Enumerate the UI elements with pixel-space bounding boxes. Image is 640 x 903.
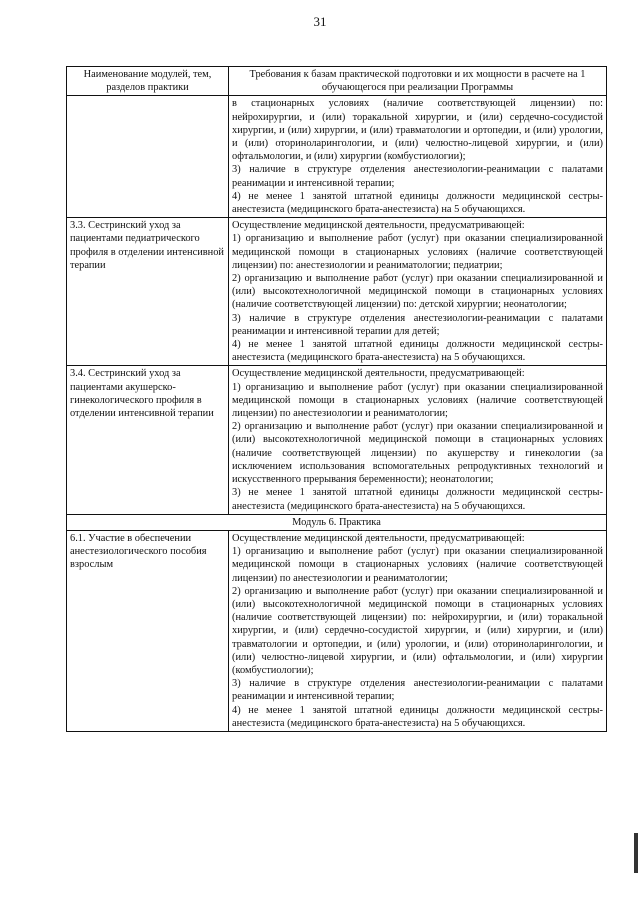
scan-edge-mark xyxy=(634,833,638,873)
requirement-item: 4) не менее 1 занятой штатной единицы должности медицинской сестры-анестезиста (медицинского брата-анестезиста) на 5 обучающихся. xyxy=(232,704,603,729)
requirement-item: 2) организацию и выполнение работ (услуг) при оказании специализированной и (или) высокотехнологичной медицинской помощи в стационарных условиях (наличие соответствующей лицензии) по: нейрохирургии, и (или) торакальной хирургии, и (или) сердечно-сосудистой хирургии, и (или) хирургии, и (или) травматологии и ортопедии, и (или) урологии, и (или) оториноларингологии, и (или) челюстно-лицевой хирургии, и (или) офтальмологии, и (или) хирургии (комбустиологии); xyxy=(232,585,603,676)
requirement-item: 3) не менее 1 занятой штатной единицы должности медицинской сестры-анестезиста (медицинского брата-анестезиста) на 5 обучающихся. xyxy=(232,487,603,512)
requirement-item: 2) организацию и выполнение работ (услуг) при оказании специализированной и (или) высокотехнологичной медицинской помощи в стационарных условиях (наличие соответствующей лицензии) по акушерству и гинекологии (за исключением использования вспомогательных репродуктивных технологий и искусственного прерывания беременности); неонатологии; xyxy=(232,421,603,486)
requirement-item: Осуществление медицинской деятельности, предусматривающей: xyxy=(232,532,525,544)
row-name: 6.1. Участие в обеспечении анестезиологического пособия взрослым xyxy=(67,530,229,731)
module-header-row xyxy=(67,514,607,530)
row-requirements xyxy=(229,218,607,366)
requirement-item: 2) организацию и выполнение работ (услуг) при оказании специализированной и (или) высокотехнологичной медицинской помощи в стационарных условиях (наличие соответствующей лицензии) по: детской хирургии; неонатологии; xyxy=(232,273,603,311)
requirements-table xyxy=(66,66,607,732)
requirement-item: 1) организацию и выполнение работ (услуг) при оказании специализированной медицинской помощи в стационарных условиях (наличие соответствующей лицензии) по анестезиологии и реаниматологии; xyxy=(232,381,603,420)
module-header: Модуль 6. Практика xyxy=(67,514,607,530)
requirement-item: 4) не менее 1 занятой штатной единицы должности медицинской сестры-анестезиста (медицинского брата-анестезиста) на 5 обучающихся. xyxy=(232,339,603,364)
requirement-item: 3) наличие в структуре отделения анестезиологии-реанимации с палатами реанимации и интенсивной терапии для детей; xyxy=(232,312,603,337)
requirement-item: 4) не менее 1 занятой штатной единицы должности медицинской сестры-анестезиста (медицинского брата-анестезиста) на 5 обучающихся. xyxy=(232,190,603,216)
table-row xyxy=(67,218,607,366)
row-requirements xyxy=(229,530,607,731)
requirement-item: 1) организацию и выполнение работ (услуг) при оказании специализированной медицинской помощи в стационарных условиях (наличие соответствующей лицензии) по: анестезиологии и реаниматологии; педиатрии; xyxy=(232,233,603,271)
row-requirements xyxy=(229,96,607,218)
requirement-item: Осуществление медицинской деятельности, предусматривающей: xyxy=(232,220,525,232)
requirement-item: 3) наличие в структуре отделения анестезиологии-реанимации с палатами реанимации и интенсивной терапии; xyxy=(232,164,603,189)
requirement-item: в стационарных условиях (наличие соответствующей лицензии) по: нейрохирургии, и (или) торакальной хирургии, и (или) сердечно-сосудистой хирургии, и (или) хирургии, и (или) травматологии и ортопедии, и (или) урологии, и (или) оториноларингологии, и (или) челюстно-лицевой хирургии, и (или) офтальмологии, и (или) хирургии (комбустиологии); xyxy=(232,98,603,163)
header-module-name: Наименование модулей, тем, разделов практики xyxy=(67,67,229,96)
table-header-row xyxy=(67,67,607,96)
header-requirements: Требования к базам практической подготовки и их мощности в расчете на 1 обучающегося при реализации Программы xyxy=(229,67,607,96)
row-name xyxy=(67,96,229,218)
table-row xyxy=(67,530,607,731)
table-row xyxy=(67,366,607,514)
row-requirements xyxy=(229,366,607,514)
requirement-item: Осуществление медицинской деятельности, предусматривающей: xyxy=(232,368,525,380)
requirement-item: 3) наличие в структуре отделения анестезиологии-реанимации с палатами реанимации и интенсивной терапии; xyxy=(232,678,603,703)
requirement-item: 1) организацию и выполнение работ (услуг) при оказании специализированной медицинской помощи в стационарных условиях (наличие соответствующей лицензии) по анестезиологии и реаниматологии; xyxy=(232,546,603,584)
row-name: 3.3. Сестринский уход за пациентами педиатрического профиля в отделении интенсивной терапии xyxy=(67,218,229,366)
table-row xyxy=(67,96,607,218)
row-name: 3.4. Сестринский уход за пациентами акушерско-гинекологического профиля в отделении интенсивной терапии xyxy=(67,366,229,514)
page-number: 31 xyxy=(313,14,327,29)
